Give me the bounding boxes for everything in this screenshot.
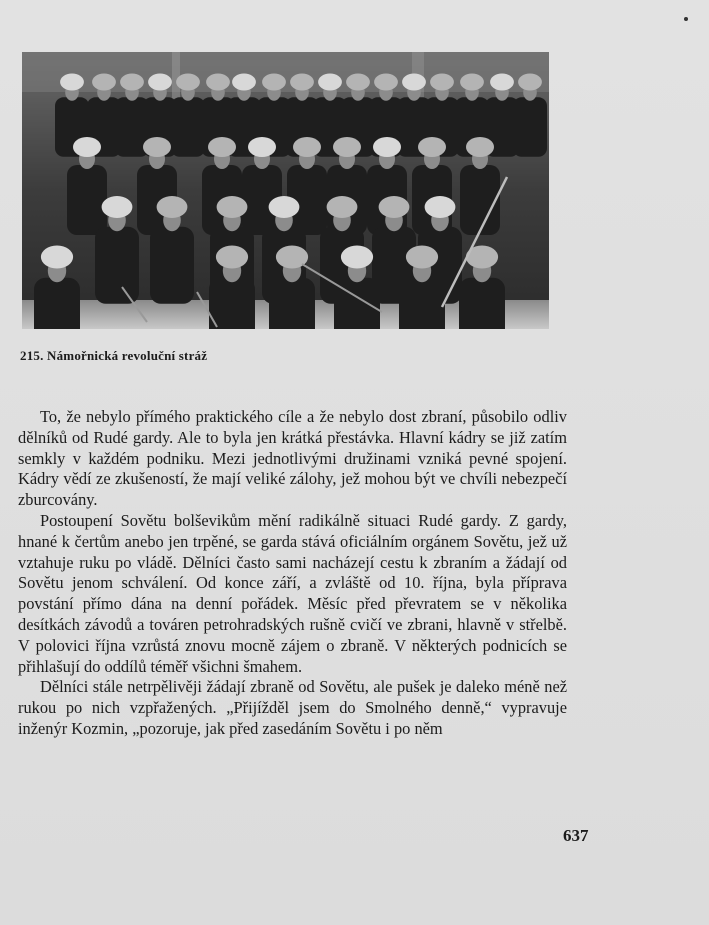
figure-body — [150, 227, 194, 304]
fur-hat — [120, 74, 144, 91]
fur-hat — [248, 137, 276, 157]
figure-body — [34, 278, 80, 329]
fur-hat — [262, 74, 286, 91]
figure-body — [269, 278, 315, 329]
figure-body — [399, 278, 445, 329]
figure-body — [334, 278, 380, 329]
fur-hat — [425, 196, 456, 218]
sailors-group-photo — [22, 52, 549, 329]
fur-hat — [327, 196, 358, 218]
fur-hat — [466, 137, 494, 157]
fur-hat — [60, 74, 84, 91]
figure-caption: 215. Námořnická revoluční stráž — [20, 348, 208, 363]
paragraph: To, že nebylo přímého praktického cíle a že nebylo dost zbraní, působilo odliv dělníků od Rudé gardy. Ale to byla jen krátká přestávka. Hlavní kádry se již zatím semkly v každém podniku. Mezi jednotlivými družinami vzniká pevné spojení. Kádry vědí ze zkušeností, že mají veliké zálohy, jež mohou být ve chvíli nebezpečí zburcovány. — [18, 407, 567, 510]
fur-hat — [293, 137, 321, 157]
fur-hat — [490, 74, 514, 91]
fur-hat — [518, 74, 542, 91]
fur-hat — [206, 74, 230, 91]
fur-hat — [269, 196, 300, 218]
fur-hat — [379, 196, 410, 218]
figure-photograph — [22, 52, 549, 329]
fur-hat — [92, 74, 116, 91]
fur-hat — [217, 196, 248, 218]
figure-body — [95, 227, 139, 304]
fur-hat — [41, 246, 73, 269]
fur-hat — [73, 137, 101, 157]
figure-body — [209, 278, 255, 329]
fur-hat — [430, 74, 454, 91]
fur-hat — [143, 137, 171, 157]
figure-body — [513, 97, 547, 157]
fur-hat — [102, 196, 133, 218]
paragraph: Dělníci stále netrpělivěji žádají zbraně od Sovětu, ale pušek je daleko méně než rukou po nich vzpřažených. „Přijížděl jsem do Smolného denně,“ vypravuje inženýr Kozmin, „pozoruje, jak před zasedáním Sovětu i po něm — [18, 677, 567, 738]
ink-dot — [684, 17, 688, 21]
fur-hat — [216, 246, 248, 269]
body-text — [18, 407, 567, 740]
page-number: 637 — [563, 826, 589, 845]
fur-hat — [290, 74, 314, 91]
fur-hat — [208, 137, 236, 157]
fur-hat — [373, 137, 401, 157]
figure-body — [171, 97, 205, 157]
fur-hat — [333, 137, 361, 157]
figure-body — [459, 278, 505, 329]
fur-hat — [157, 196, 188, 218]
fur-hat — [232, 74, 256, 91]
fur-hat — [176, 74, 200, 91]
fur-hat — [374, 74, 398, 91]
fur-hat — [460, 74, 484, 91]
fur-hat — [318, 74, 342, 91]
paragraph: Postoupení Sovětu bolševikům mění radikálně situaci Rudé gardy. Z gardy, hnané k čertům anebo jen trpěné, se garda stává oficiálním orgánem Sovětu, jež už vztahuje ruku po vládě. Dělníci často sami nacházejí cestu k zbraním a žádají od Sovětu jenom schválení. Od konce září, a zvláště od 10. října, byla příprava povstání přímo dána na denní pořádek. Měsíc před převratem se v několika desítkách závodů a továren petrohradských rušně cvičí ve zbrani, hlavně v střelbě. V polovici října vzrůstá znovu mocně zájem o zbraně. V některých podnicích se přihlašují do oddílů téměř všichni šmahem. — [18, 510, 567, 676]
fur-hat — [402, 74, 426, 91]
figure-body — [67, 165, 107, 235]
fur-hat — [418, 137, 446, 157]
fur-hat — [406, 246, 438, 269]
fur-hat — [346, 74, 370, 91]
figure-body — [460, 165, 500, 235]
fur-hat — [341, 246, 373, 269]
fur-hat — [148, 74, 172, 91]
